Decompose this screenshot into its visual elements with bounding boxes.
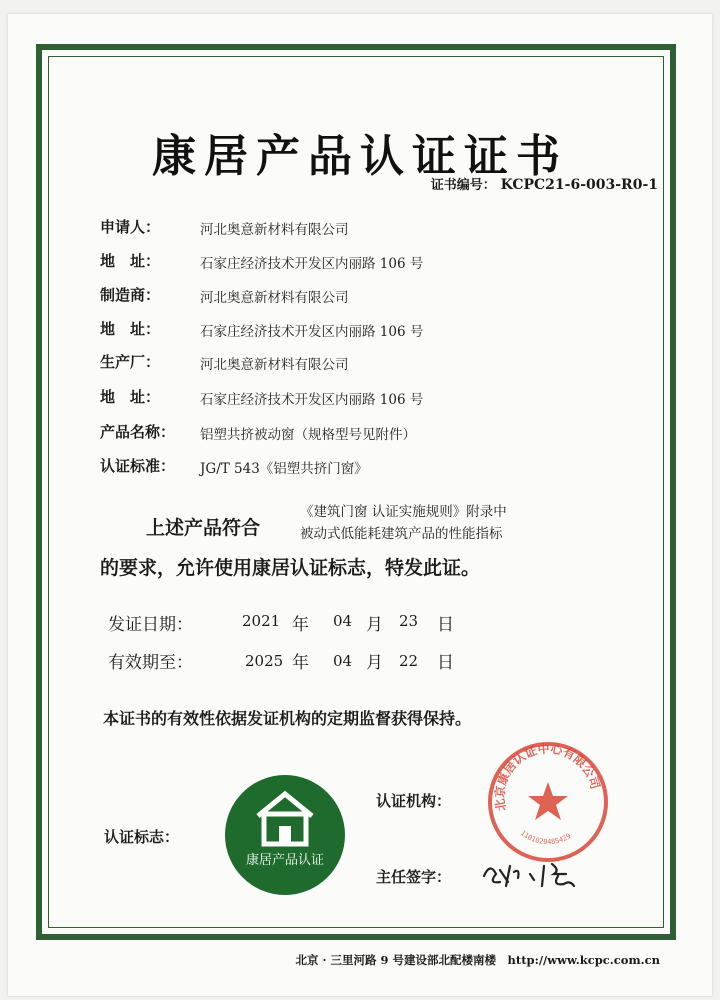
seal-number: 1101020485429 bbox=[518, 828, 573, 847]
applicant-value: 河北奥意新材料有限公司 bbox=[200, 222, 349, 238]
conformity-line-1: 《建筑门窗 认证实施规则》附录中 bbox=[300, 504, 507, 520]
certification-mark-label: 认证标志： bbox=[104, 828, 180, 846]
issue-month-unit: 月 bbox=[366, 615, 383, 635]
conformity-lead: 上述产品符合 bbox=[146, 517, 261, 539]
expiry-month: 04 bbox=[333, 652, 353, 670]
applicant-label: 申请人： bbox=[100, 218, 161, 236]
issue-day-unit: 日 bbox=[437, 615, 454, 635]
product-name-label: 产品名称： bbox=[100, 423, 176, 441]
issue-year-unit: 年 bbox=[292, 615, 309, 635]
official-seal bbox=[486, 740, 610, 864]
issue-month: 04 bbox=[333, 612, 353, 630]
issuer-address-footer: 北京 · 三里河路 9 号建设部北配楼南楼 http://www.kcpc.com.cn bbox=[295, 953, 660, 967]
applicant-address-value: 石家庄经济技术开发区内丽路 106 号 bbox=[200, 256, 424, 272]
expiry-day: 22 bbox=[399, 652, 419, 670]
certificate-number bbox=[431, 174, 658, 193]
product-name-value: 铝塑共挤被动窗（规格型号见附件） bbox=[200, 427, 416, 443]
certificate-title: 康居产品认证证书 bbox=[152, 131, 568, 182]
factory-value: 河北奥意新材料有限公司 bbox=[200, 357, 349, 373]
standard-label: 认证标准： bbox=[100, 457, 176, 475]
manufacturer-value: 河北奥意新材料有限公司 bbox=[200, 290, 349, 306]
manufacturer-label: 制造商： bbox=[100, 286, 161, 304]
conformity-line-2: 被动式低能耗建筑产品的性能指标 bbox=[300, 526, 503, 542]
logo-text: 康居产品认证 bbox=[245, 853, 325, 868]
factory-label: 生产厂： bbox=[100, 353, 161, 371]
manufacturer-address-label: 地 址： bbox=[100, 320, 161, 338]
standard-value: JG/T 543《铝塑共挤门窗》 bbox=[200, 461, 368, 477]
factory-address-value: 石家庄经济技术开发区内丽路 106 号 bbox=[200, 392, 424, 408]
certificate-number-value: KCPC21-6-003-R0-1 bbox=[500, 177, 658, 193]
seal-text: 北京康居认证中心有限公司 bbox=[492, 741, 603, 813]
certificate-number-label: 证书编号： bbox=[430, 178, 496, 193]
certification-body-label: 认证机构： bbox=[376, 792, 452, 810]
expiry-month-unit: 月 bbox=[366, 653, 383, 673]
kangju-certification-logo bbox=[224, 774, 346, 896]
expiry-year: 2025 bbox=[245, 652, 284, 670]
manufacturer-address-value: 石家庄经济技术开发区内丽路 106 号 bbox=[200, 324, 424, 340]
issue-date-label: 发证日期： bbox=[108, 615, 193, 635]
seal-star-icon bbox=[528, 782, 568, 820]
expiry-day-unit: 日 bbox=[437, 653, 454, 673]
conformity-ending: 的要求，允许使用康居认证标志，特发此证。 bbox=[100, 557, 481, 579]
issue-year: 2021 bbox=[242, 612, 281, 630]
applicant-address-label: 地 址： bbox=[100, 252, 161, 270]
director-signature-label: 主任签字： bbox=[376, 868, 452, 886]
validity-note: 本证书的有效性依据发证机构的定期监督获得保持。 bbox=[103, 709, 472, 728]
issue-day: 23 bbox=[399, 612, 419, 630]
factory-address-label: 地 址： bbox=[100, 388, 161, 406]
expiry-date-label: 有效期至： bbox=[108, 653, 193, 673]
expiry-year-unit: 年 bbox=[292, 653, 309, 673]
